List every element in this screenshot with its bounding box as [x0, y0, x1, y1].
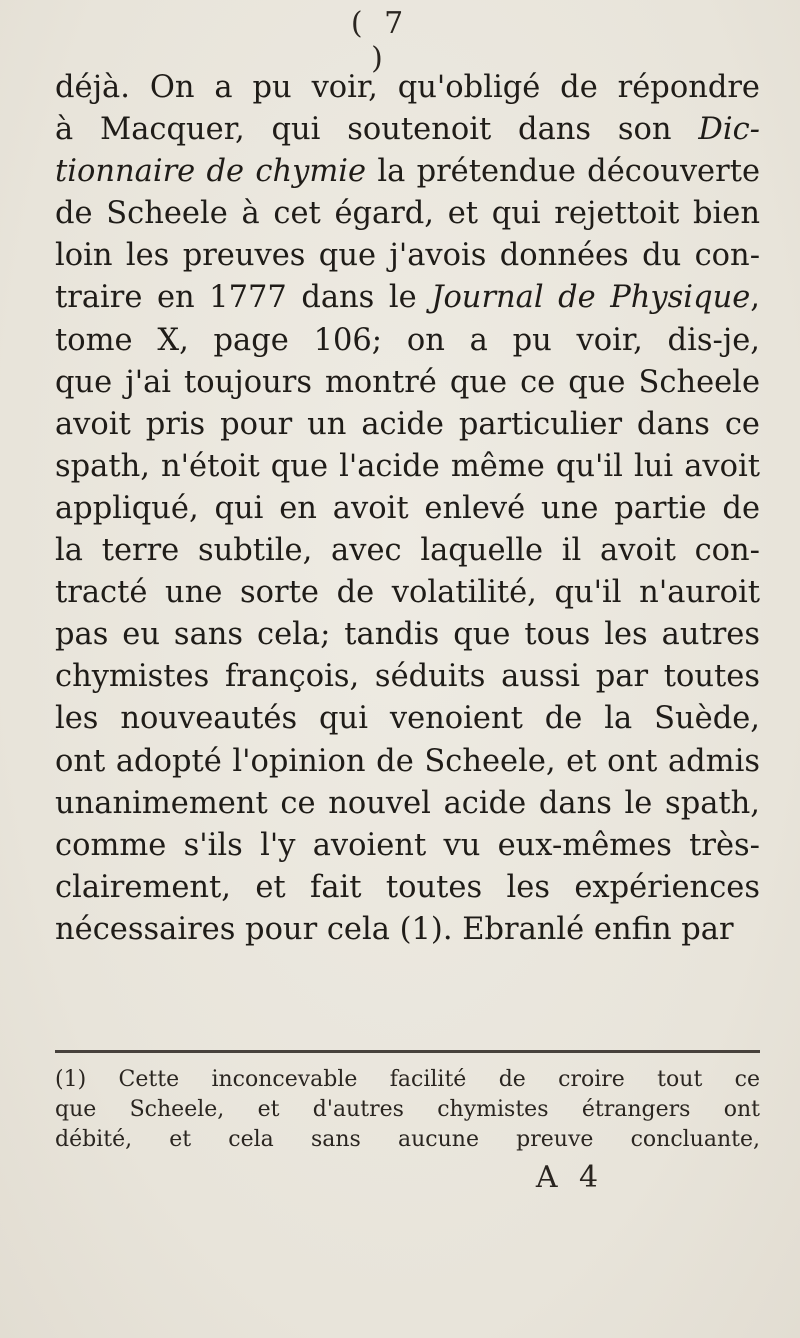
text-line: tionnaire de chymie la prétendue découverte: [55, 154, 760, 190]
text-line: à Macquer, qui soutenoit dans son Dic-: [55, 112, 760, 148]
text-line: déjà. On a pu voir, qu'obligé de répondre: [55, 70, 760, 105]
italic-title-fragment: Dic-: [698, 112, 760, 148]
text-line: pas eu sans cela; tandis que tous les autres: [55, 617, 760, 653]
text-line: avoit pris pour un acide particulier dans ce: [55, 406, 760, 442]
footnote-line: (1) Cette inconcevable facilité de croire tout ce: [55, 1067, 760, 1092]
text-line: clairement, et fait toutes les expériences: [55, 869, 760, 905]
text-line: ont adopté l'opinion de Scheele, et ont admis: [55, 743, 760, 779]
page-number: ( 7 ): [350, 6, 410, 76]
text-line: la terre subtile, avec laquelle il avoit con-: [55, 533, 760, 569]
text-line: comme s'ils l'y avoient vu eux-mêmes très-: [55, 827, 760, 863]
text-line: traire en 1777 dans le Journal de Physique,: [55, 280, 760, 316]
text-line: spath, n'étoit que l'acide même qu'il lui avoit: [55, 448, 760, 484]
text-line: appliqué, qui en avoit enlevé une partie de: [55, 490, 760, 526]
italic-title-fragment: Journal de Physique: [431, 280, 751, 316]
text-line: tome X, page 106; on a pu voir, dis-je,: [55, 322, 760, 358]
text-line: les nouveautés qui venoient de la Suède,: [55, 701, 760, 737]
italic-title-fragment: tionnaire de chymie: [55, 154, 367, 190]
signature-mark: A 4: [535, 1160, 605, 1195]
text-line: nécessaires pour cela (1). Ebranlé enfin par: [55, 911, 734, 947]
text-line: tracté une sorte de volatilité, qu'il n'auroit: [55, 575, 760, 611]
footnote-line: débité, et cela sans aucune preuve concluante,: [55, 1127, 760, 1152]
text-line: loin les preuves que j'avois données du con-: [55, 238, 760, 274]
text-line: unanimement ce nouvel acide dans le spath,: [55, 785, 760, 821]
text-line: que j'ai toujours montré que ce que Scheele: [55, 364, 760, 400]
text-line: chymistes françois, séduits aussi par toutes: [55, 659, 760, 695]
main-text: [55, 67, 760, 951]
footnote: [55, 1065, 760, 1155]
footnote-divider: [55, 1050, 760, 1053]
text-line: de Scheele à cet égard, et qui rejettoit bien: [55, 196, 760, 232]
footnote-line: que Scheele, et d'autres chymistes étrangers ont: [55, 1097, 760, 1122]
